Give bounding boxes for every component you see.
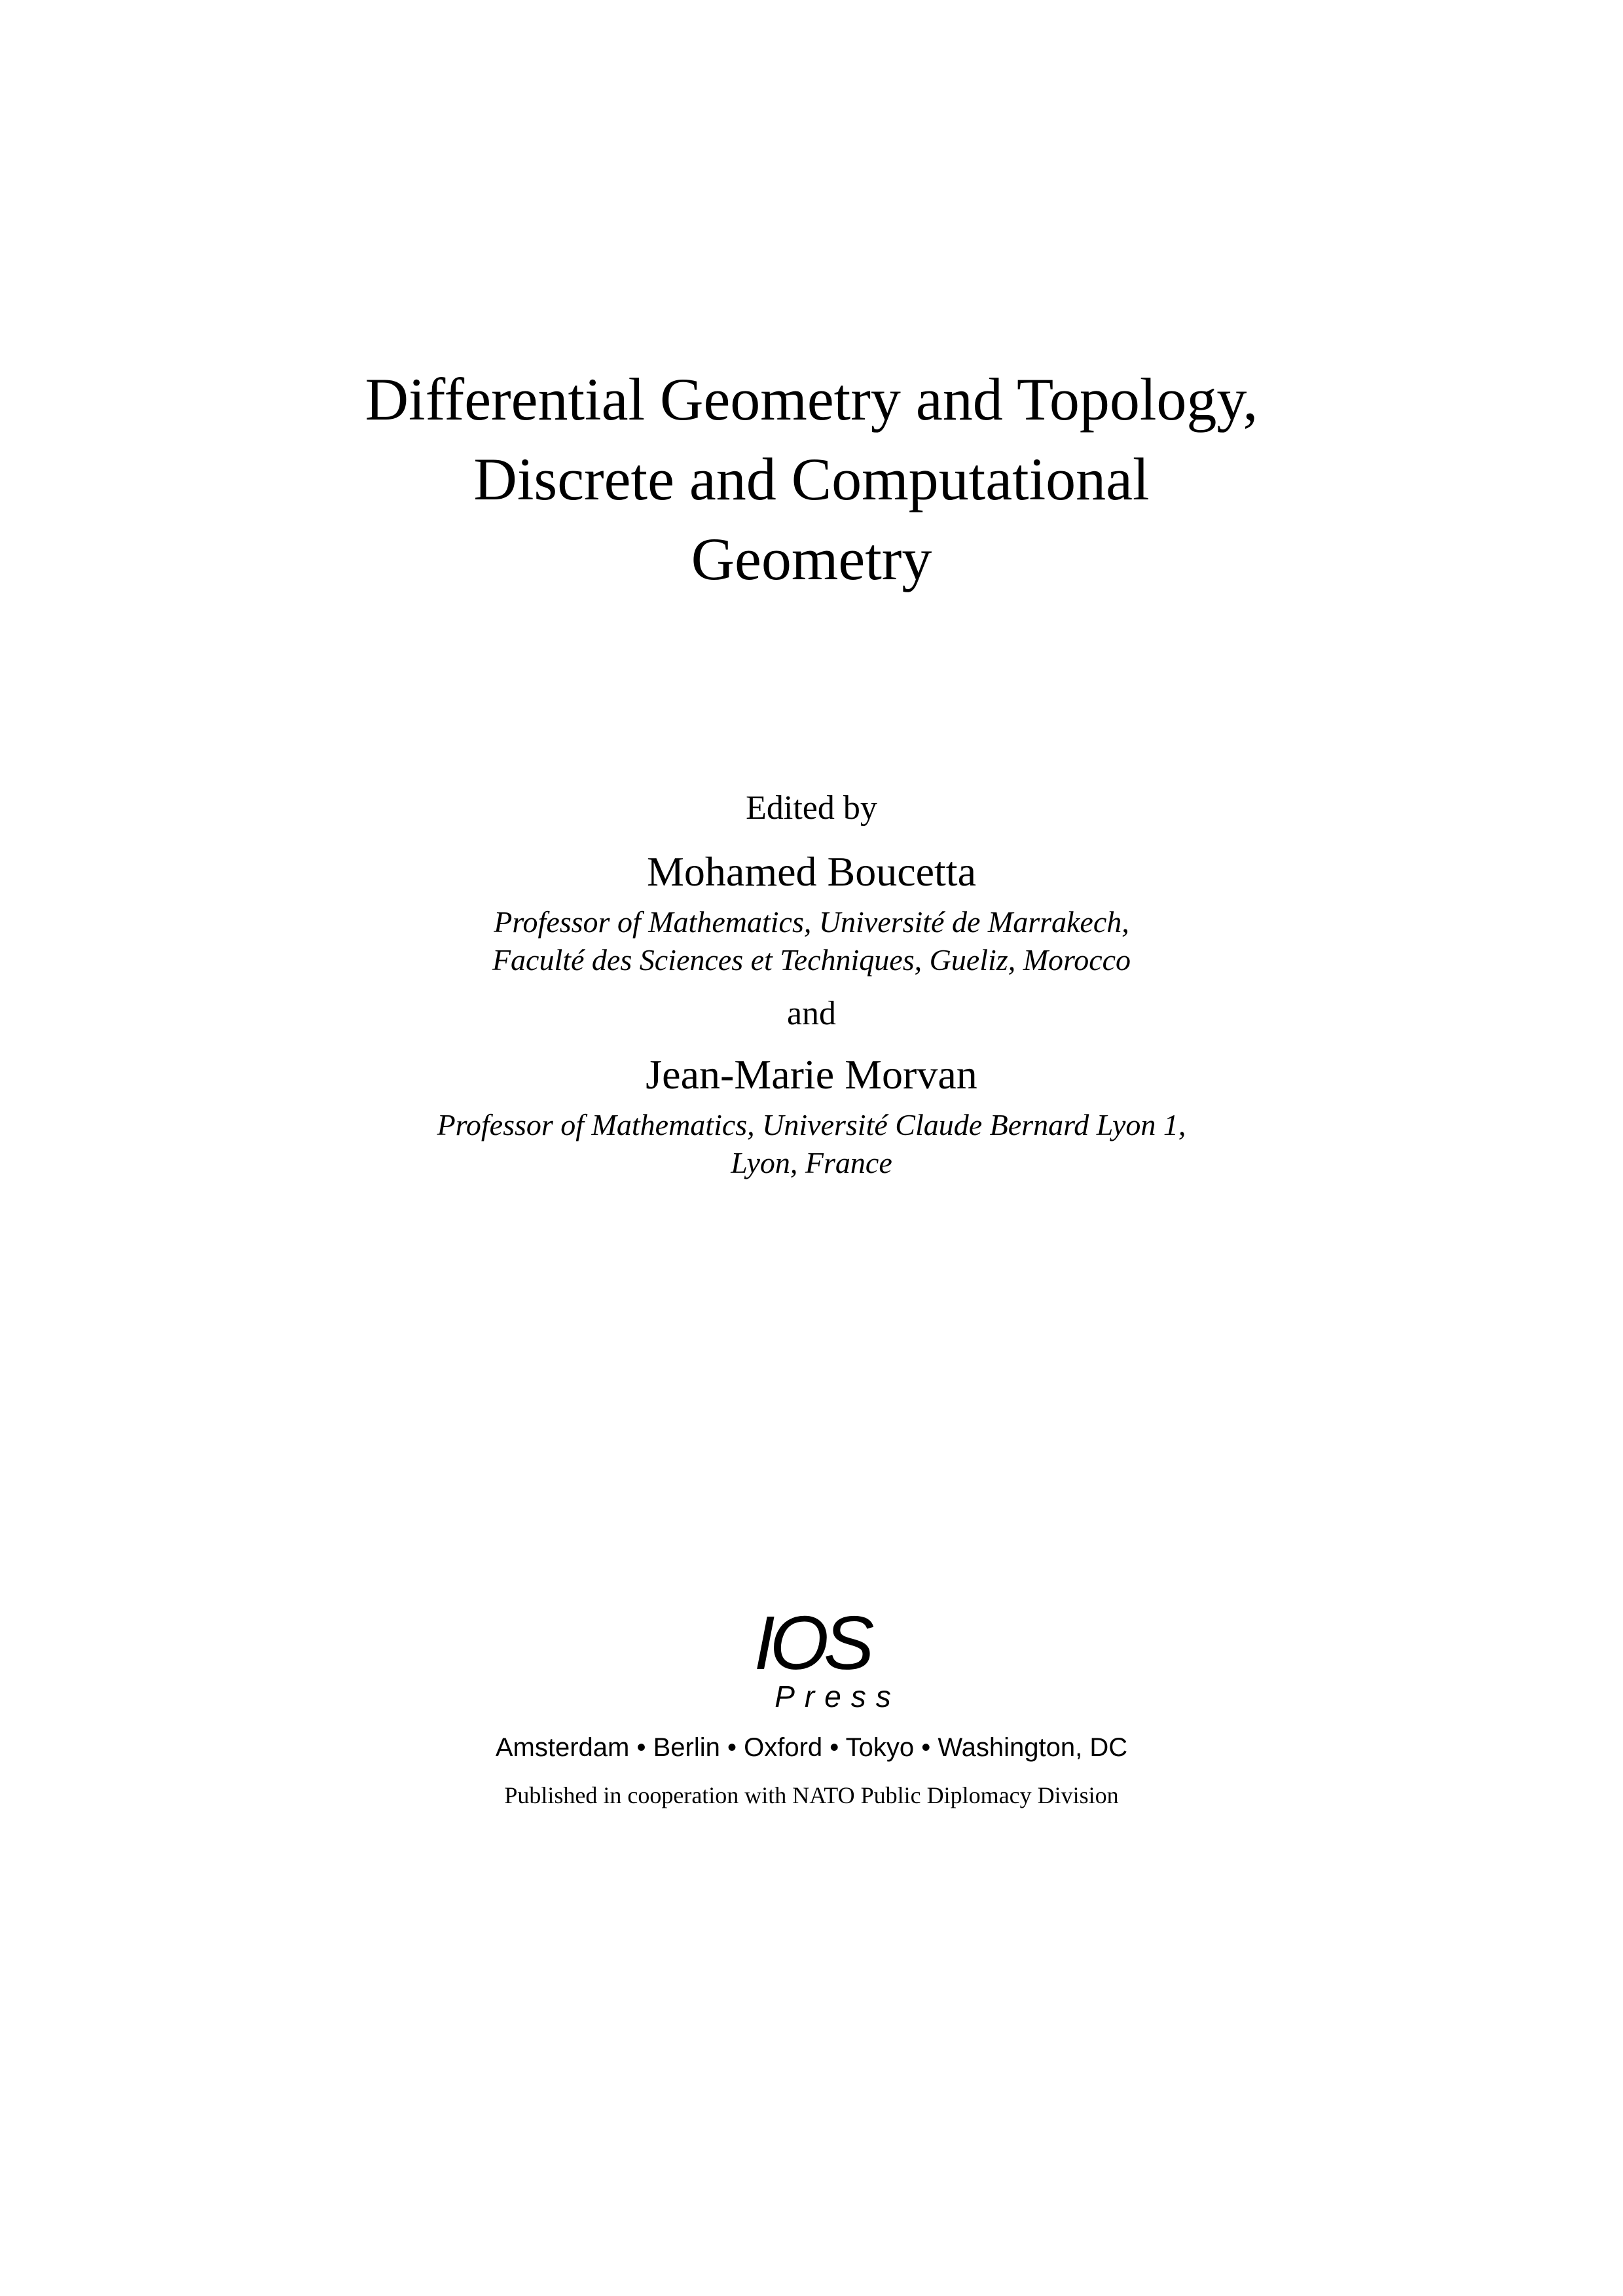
editor-1-affiliation-line-1: Professor of Mathematics, Université de Marrakech, (494, 905, 1129, 939)
publisher-logo-word: Press (775, 1679, 901, 1713)
editor-name-1: Mohamed Boucetta (647, 848, 976, 895)
book-title-line-2: Discrete and Computational (473, 446, 1150, 512)
publisher-cities: Amsterdam • Berlin • Oxford • Tokyo • Washington, DC (495, 1733, 1128, 1762)
edited-by-label: Edited by (746, 789, 877, 827)
publisher-logo-mark: IOS (754, 1600, 869, 1685)
conjunction-and: and (786, 995, 837, 1032)
editor-name-2: Jean-Marie Morvan (646, 1051, 977, 1098)
editor-1-affiliation-line-2: Faculté des Sciences et Techniques, Gueliz, Morocco (492, 943, 1131, 977)
editor-2-affiliation-line-1: Professor of Mathematics, Université Claude Bernard Lyon 1, (437, 1108, 1186, 1141)
book-title-line-1: Differential Geometry and Topology, (365, 366, 1258, 433)
cooperation-note: Published in cooperation with NATO Public Diplomacy Division (504, 1782, 1119, 1808)
book-title-line-3: Geometry (691, 526, 932, 592)
editor-2-affiliation-line-2: Lyon, France (731, 1146, 892, 1179)
